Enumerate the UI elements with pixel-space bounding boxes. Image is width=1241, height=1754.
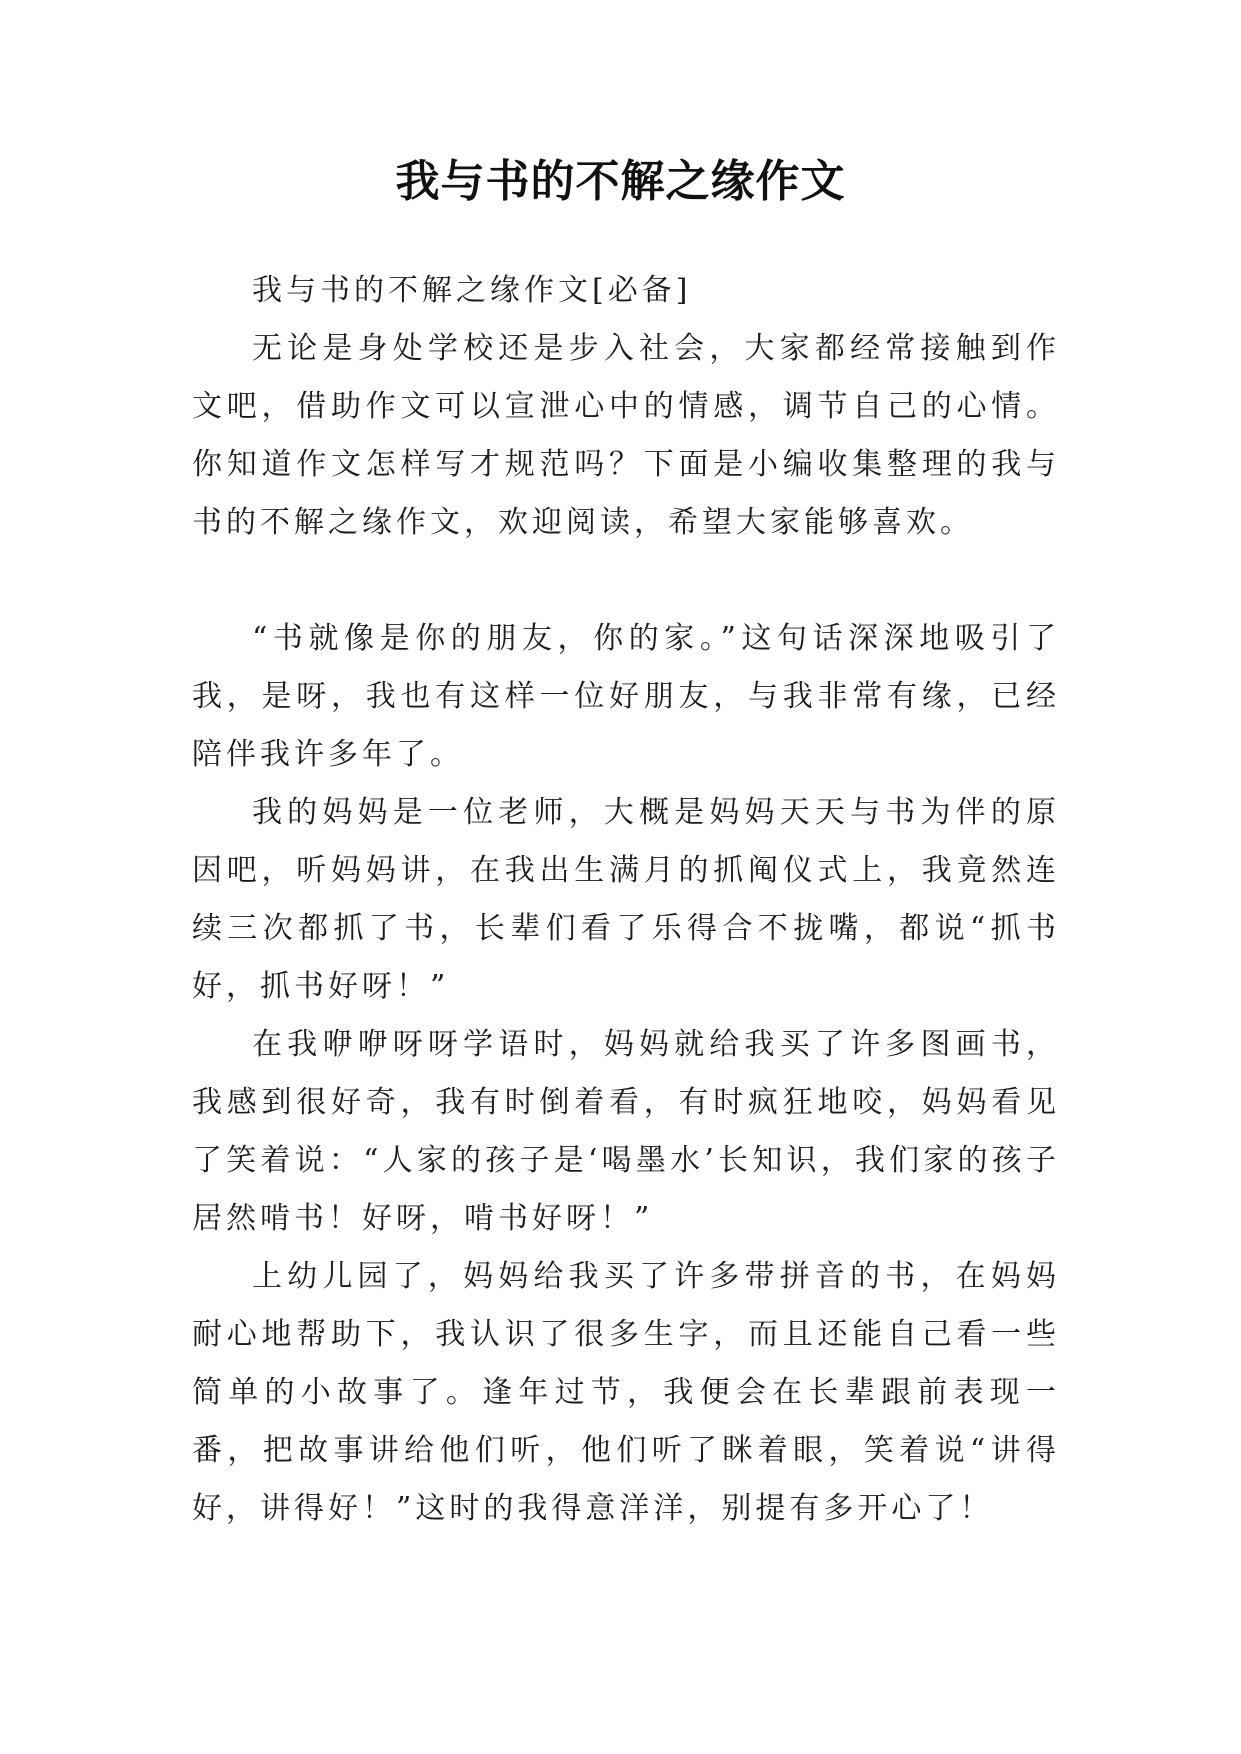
- intro-paragraph: 无论是身处学校还是步入社会，大家都经常接触到作文吧，借助作文可以宣泄心中的情感，调节自己的心情。你知道作文怎样写才规范吗？下面是小编收集整理的我与书的不解之缘作文，欢迎阅读，希望大家能够喜欢。: [192, 331, 1060, 540]
- document-body: [192, 262, 1060, 1538]
- body-paragraph: “书就像是你的朋友，你的家。”这句话深深地吸引了我，是呀，我也有这样一位好朋友，与我非常有缘，已经陪伴我许多年了。: [192, 621, 1060, 772]
- body-paragraph: 上幼儿园了，妈妈给我买了许多带拼音的书，在妈妈耐心地帮助下，我认识了很多生字，而且还能自己看一些简单的小故事了。逢年过节，我便会在长辈跟前表现一番，把故事讲给他们听，他们听了眯着眼，笑着说“讲得好，讲得好！”这时的我得意洋洋，别提有多开心了！: [192, 1259, 1060, 1526]
- body-paragraph: 我的妈妈是一位老师，大概是妈妈天天与书为伴的原因吧，听妈妈讲，在我出生满月的抓阄仪式上，我竟然连续三次都抓了书，长辈们看了乐得合不拢嘴，都说“抓书好，抓书好呀！”: [192, 795, 1060, 1004]
- body-paragraph: 在我咿咿呀呀学语时，妈妈就给我买了许多图画书，我感到很好奇，我有时倒着看，有时疯狂地咬，妈妈看见了笑着说：“人家的孩子是‘喝墨水’长知识，我们家的孩子居然啃书！好呀，啃书好呀！”: [192, 1027, 1060, 1236]
- paragraph-spacer: [192, 552, 1060, 610]
- subtitle-paragraph: 我与书的不解之缘作文[必备]: [252, 273, 692, 308]
- document-title: 我与书的不解之缘作文: [395, 156, 846, 207]
